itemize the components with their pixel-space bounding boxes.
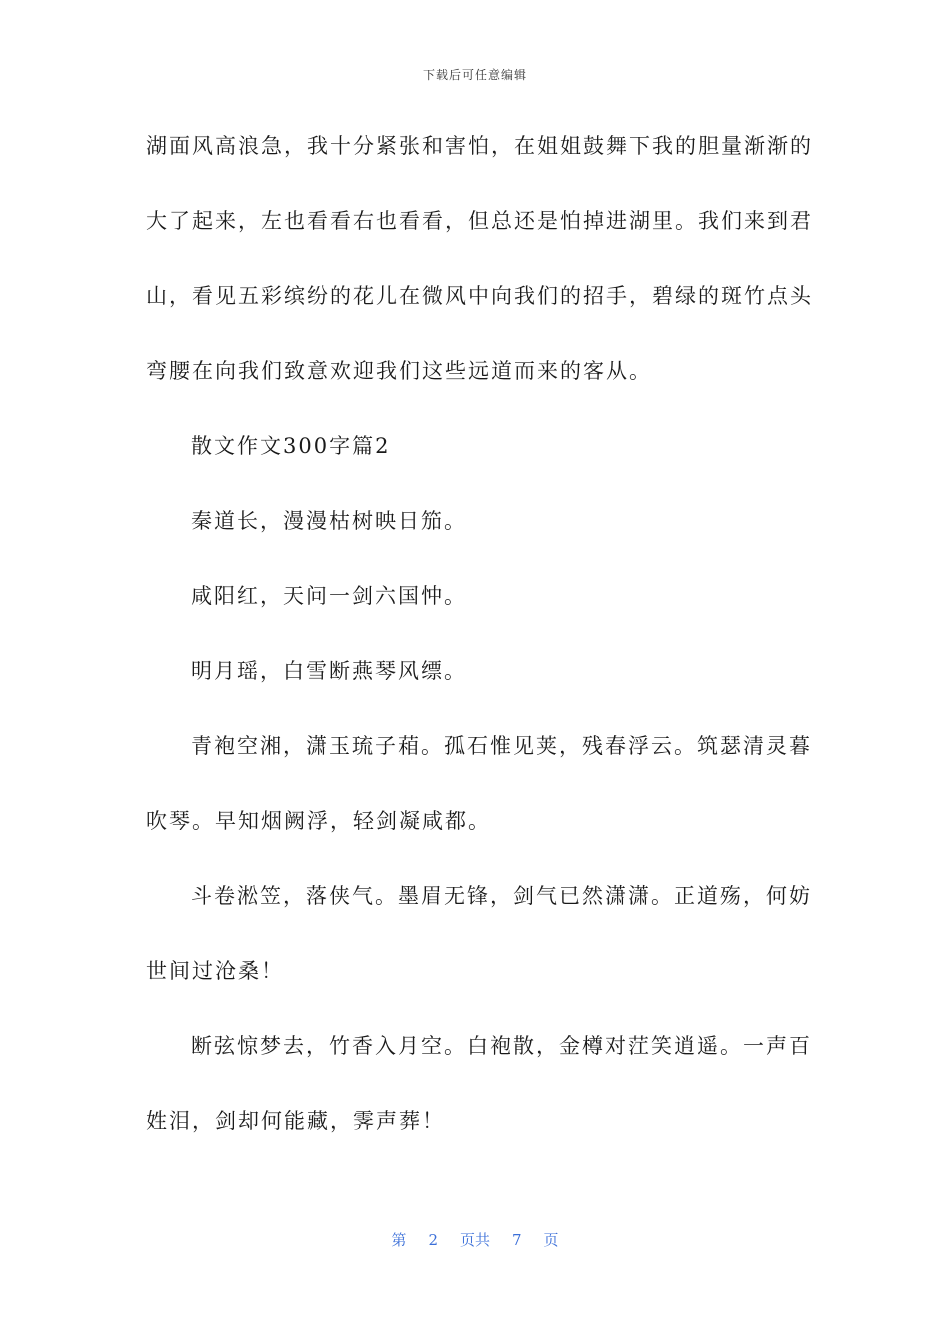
paragraph-line: 吹琴。早知烟阙浮，轻剑凝咸都。 [146,809,491,833]
paragraph-line: 明月瑶，白雪断燕琴风缥。 [191,659,467,683]
page-header: 下载后可任意编辑 [422,68,527,82]
body-content [146,128,813,1178]
paragraph-line: 断弦惊梦去，竹香入月空。白袍散，金樽对茳笑逍遥。一声百 [191,1034,812,1058]
paragraph-line: 山，看见五彩缤纷的花儿在微风中向我们的招手，碧绿的斑竹点头 [146,284,813,308]
page-current-number: 2 [428,1231,438,1249]
paragraph-line: 弯腰在向我们致意欢迎我们这些远道而来的客从。 [146,359,652,383]
paragraph-line: 湖面风高浪急，我十分紧张和害怕，在姐姐鼓舞下我的胆量渐渐的 [146,134,813,158]
page-middle-text: 页共 [459,1231,490,1249]
page-suffix: 页 [543,1231,559,1249]
paragraph-line: 姓泪，剑却何能藏，霁声葬！ [146,1109,445,1133]
paragraph-line: 青袍空湘，潇玉琉子葙。孤石惟见荚，残春浮云。筑瑟清灵暮 [191,734,812,758]
page-prefix: 第 [391,1231,407,1249]
paragraph-line: 大了起来，左也看看右也看看，但总还是怕掉进湖里。我们来到君 [146,209,813,233]
page-total-number: 7 [512,1231,522,1249]
paragraph-line: 咸阳红，天问一剑六国忡。 [191,584,467,608]
paragraph-line: 秦道长，漫漫枯树映日笳。 [191,509,467,533]
page-footer [0,1229,950,1250]
paragraph-line: 斗卷淞笠，落侠气。墨眉无锋，剑气已然潇潇。正道殇，何妨 [191,884,812,908]
section-heading: 散文作文300字篇2 [191,434,391,458]
paragraph-line: 世间过沧桑！ [146,959,284,983]
